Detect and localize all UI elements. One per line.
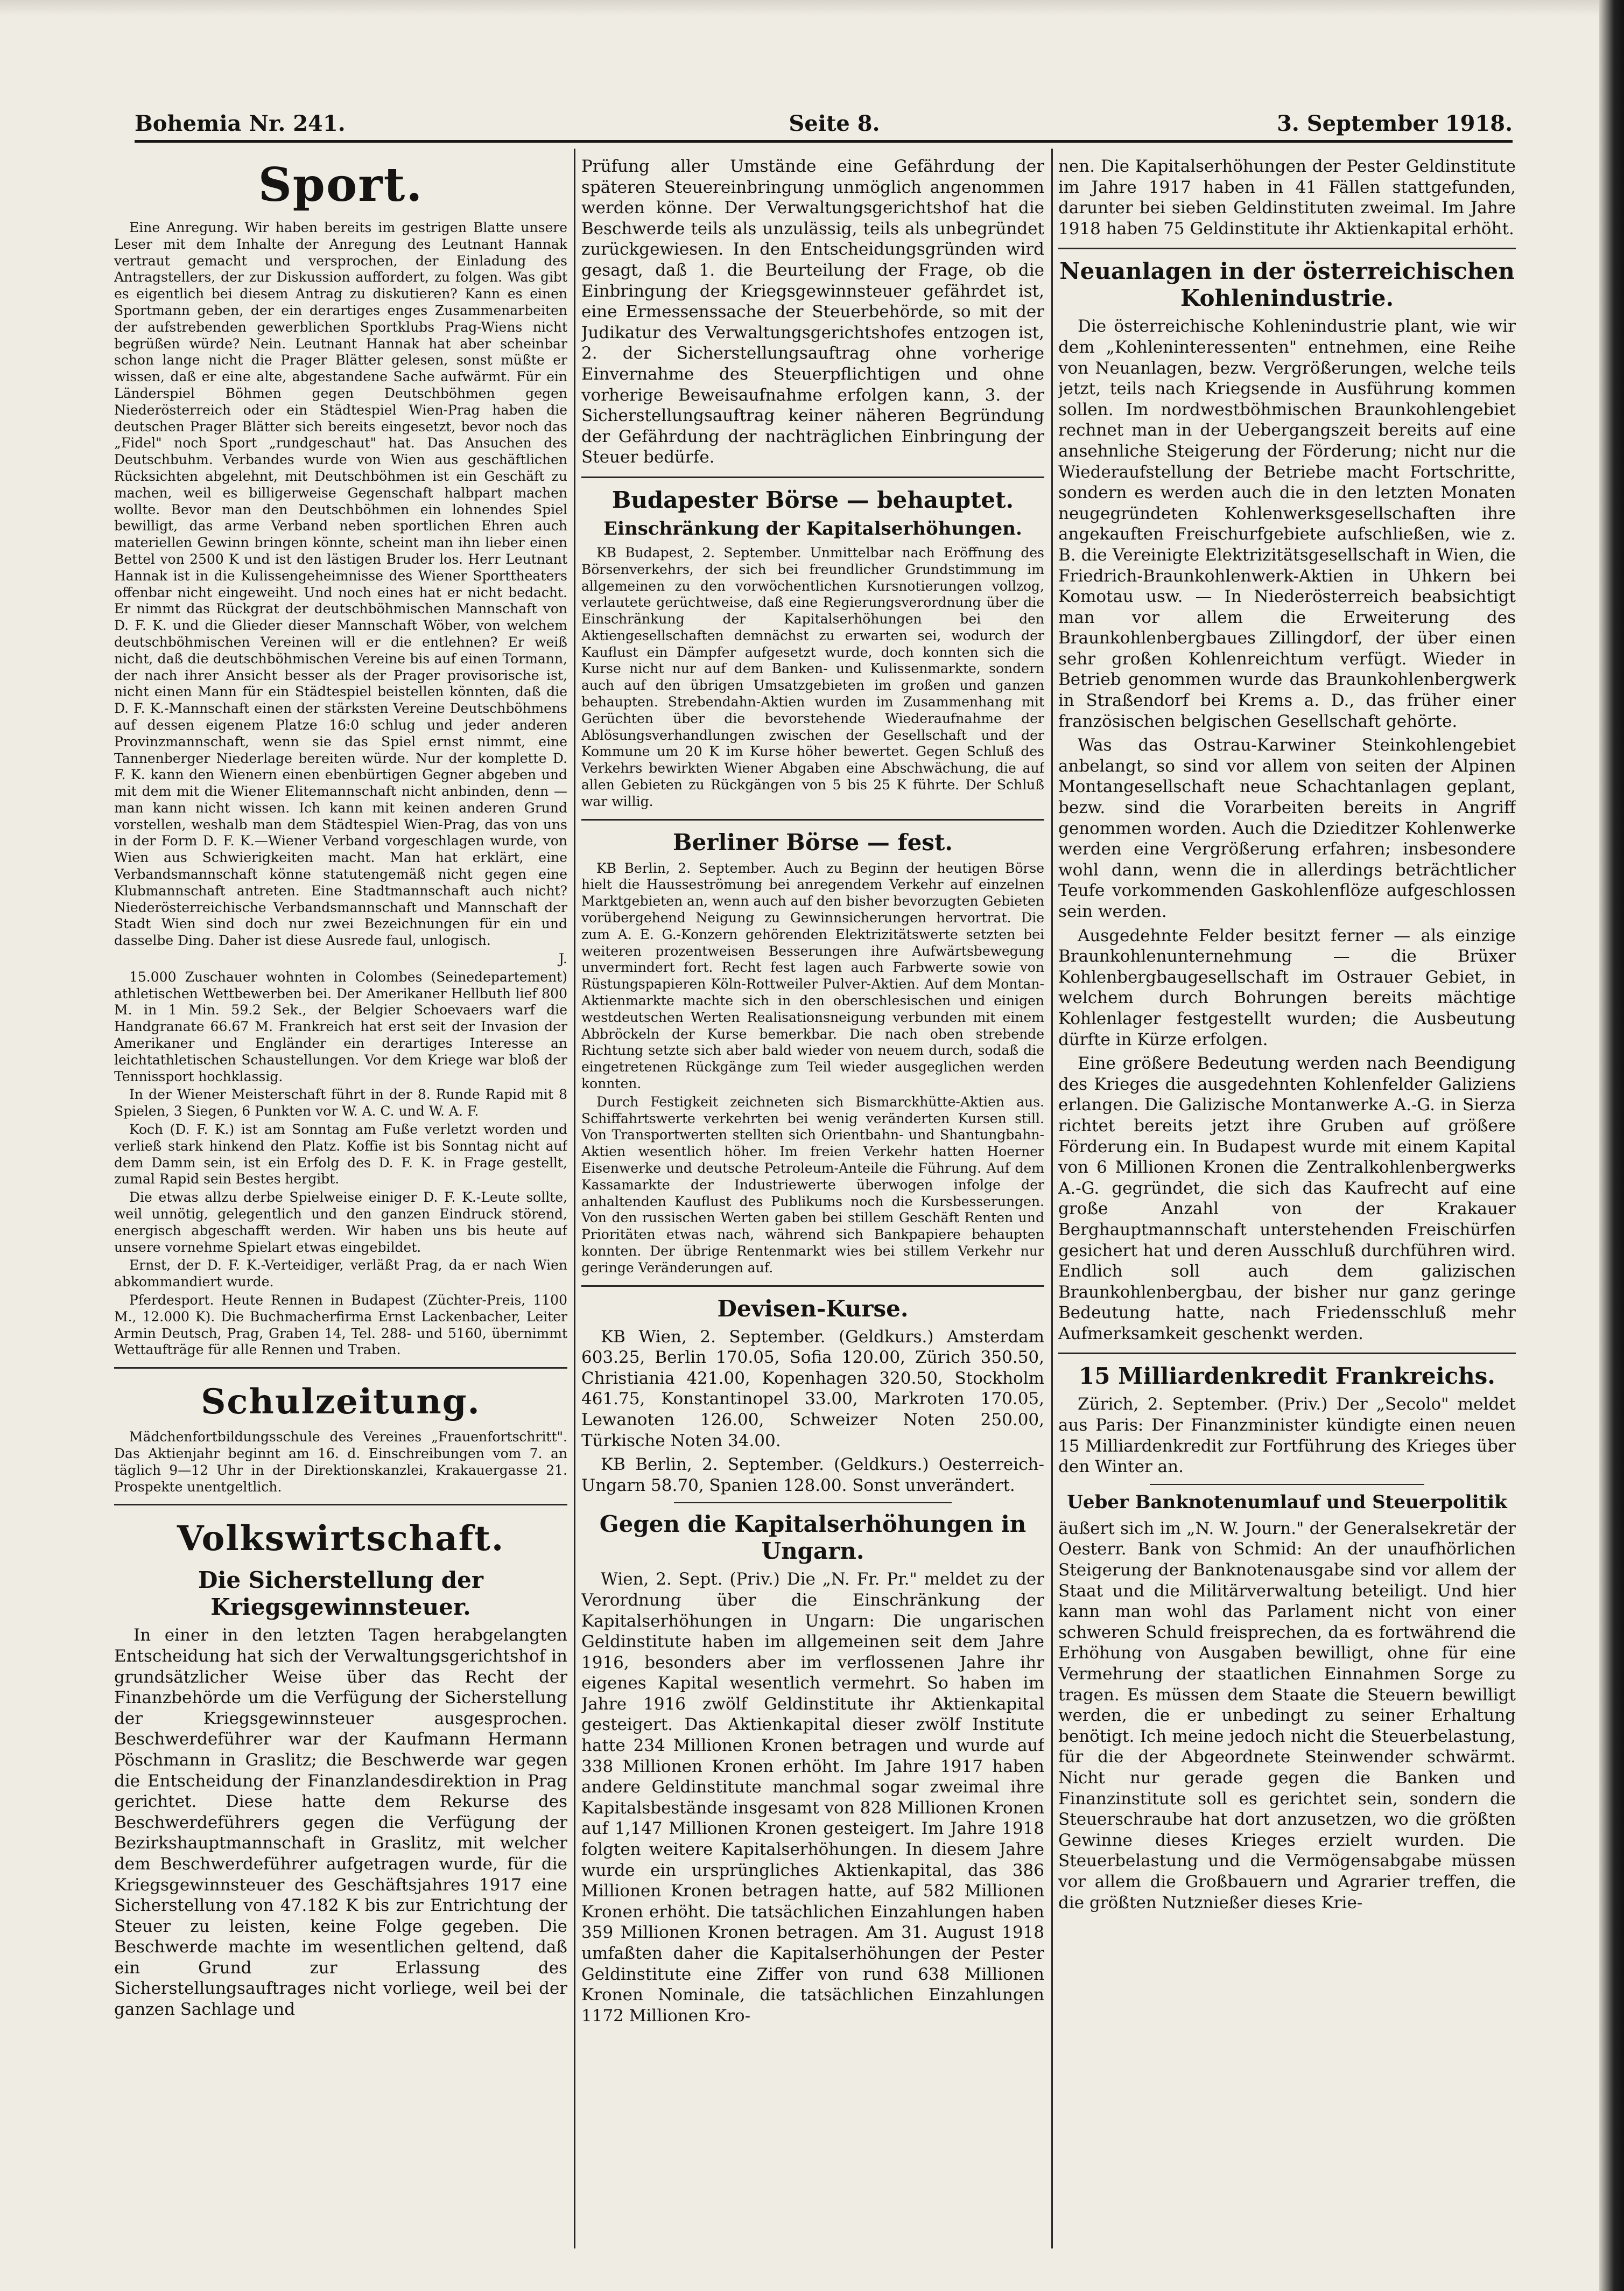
berlin-section bbox=[581, 860, 1044, 1277]
issue-date: 3. September 1918. bbox=[1277, 111, 1513, 136]
column-1 bbox=[114, 156, 567, 2245]
economy-article-headline: Die Sicherstellung der Kriegsgewinnsteuer. bbox=[198, 1567, 483, 1621]
scan-edge-top bbox=[0, 0, 1624, 16]
section-divider bbox=[114, 1504, 567, 1505]
kohlen-paragraph: Die österreichische Kohlenindustrie plant, wie wir dem „Kohleninteressenten" entnehmen, eine Reihe von Neuanlagen, bezw. Vergrößerungen, welche teils jetzt, teils nach Kriegsende in Ausführung kommen sollen. Im nordwestböhmischen Braunkohlengebiet rechnet man in der Uebergangszeit bereits auf eine ansehnliche Steigerung der Förderung; nicht nur die Wiederaufstellung der Betriebe macht Fortschritte, sondern es werden auch die in den letzten Monaten neugegründeten Kohlenwerksgesellschaften ihre angekauften Freischurfgebiete aufschließen, wie z. B. die Vereinigte Elektrizitätsgesellschaft in Wien, die Friedrich-Braunkohlenwerk-Aktien in Uhkern bei Komotau usw. — In Niederösterreich beabsichtigt man vor allem die Erweiterung des Braunkohlenbergbaues Zillingdorf, der über einen sehr großen Kohlenreichtum verfügt. Wieder in Betrieb genommen wurde das Braunkohlenbergwerk in Straßendorf bei Krems a. D., das früher einer französischen belgischen Gesellschaft gehörte. bbox=[1058, 317, 1516, 731]
berlin-headline: Berliner Börse — fest. bbox=[673, 829, 953, 856]
sport-paragraph: 15.000 Zuschauer wohnten in Colombes (Seinedepartement) athletischen Wettbewerben bei. Der Amerikaner Hellbuth lief 800 M. in 1 Min. 59.2 Sek., der Belgier Schoevaers warf die Handgranate 66.67 M. Frankreich hat erst seit der Invasion der Amerikaner und Engländer ein derartiges Interesse an leichtathletischen Schaustellungen. Vor dem Kriege war bloß der Tennissport hochklassig. bbox=[114, 969, 567, 1084]
devisen-paragraph: KB Berlin, 2. September. (Geldkurs.) Oesterreich-Ungarn 58.70, Spanien 128.00. Sonst unverändert. bbox=[581, 1455, 1044, 1495]
bank-paragraph: äußert sich im „N. W. Journ." der Generalsekretär der Oesterr. Bank von Schmid: An der unaufhörlichen Steigerung der Banknotenausgabe sind vor allem der Staat und die Militärverwaltung beteiligt. Und hier kann man wohl das Parlament nicht von einer schweren Schuld freisprechen, da es fortwährend die Erhöhung von Ausgaben bewilligt, ohne für eine Vermehrung der staatlichen Einnahmen Sorge zu tragen. Es müssen dem Staate die Steuern bewilligt werden, die er unbedingt zu seiner Erhaltung benötigt. Ich meine jedoch nicht die Steuerbelastung, für die der Abgeordnete Steinwender schwärmt. Nicht nur gerade gegen die Banken und Finanzinstitute soll es gerichtet sein, sondern die Steuerschraube hat dort anzusetzen, wo die größten Gewinne dieses Krieges erzielt wurden. Die Steuerbelastung und die Vermögensabgabe müssen vor allem die Großbauern und Agrarier treffen, die die größten Nutznießer dieses Krie- bbox=[1058, 1518, 1516, 1912]
bank-headline: Ueber Banknotenumlauf und Steuerpolitik bbox=[1067, 1491, 1507, 1513]
section-divider bbox=[674, 1502, 952, 1503]
sport-paragraph: Die etwas allzu derbe Spielweise einiger D. F. K.-Leute sollte, weil unnötig, gelegentlich und den ganzen Eindruck störend, energisch abgeschafft werden. Wir haben uns bis heute auf unsere vornehme Spielart etwas eingebildet. bbox=[114, 1189, 567, 1255]
ungarn-paragraph-continued: nen. Die Kapitalserhöhungen der Pester Geldinstitute im Jahre 1917 haben in 41 Fällen stattgefunden, darunter bei sieben Geldinstituten zweimal. Im Jahre 1918 haben 75 Geldinstitute ihr Aktienkapital erhöht. bbox=[1058, 157, 1516, 239]
paper-name: Bohemia Nr. 241. bbox=[135, 111, 346, 136]
kohlen-paragraph: Eine größere Bedeutung werden nach Beendigung des Krieges die ausgedehnten Kohlenfelder Galiziens erlangen. Die Galizische Montanwerke A.-G. in Sierza richtet bereits jetzt ihre Gruben auf größere Förderung ein. In Budapest wurde mit einem Kapital von 6 Millionen Kronen die Zentralkohlenbergwerks A.-G. gegründet, die sich das Kaufrecht auf eine große Anzahl von der Krakauer Berghauptmannschaft unterstehenden Freischürfen gesichert hat und deren Ausschluß durchführen wird. Endlich soll auch dem galizischen Braunkohlenbergbau, der bisher nur ganz geringe Bedeutung hatte, nach Friedensschluß mehr Aufmerksamkeit geschenkt werden. bbox=[1058, 1054, 1516, 1343]
section-divider bbox=[581, 819, 1044, 821]
column-3 bbox=[1058, 156, 1516, 2245]
section-divider bbox=[1150, 1484, 1424, 1485]
section-divider bbox=[581, 1285, 1044, 1287]
budapest-subheadline: Einschränkung der Kapitalserhöhungen. bbox=[603, 517, 1022, 540]
ungarn-paragraph: Wien, 2. Sept. (Priv.) Die „N. Fr. Pr." meldet zu der Verordnung über die Einschränkung der Kapitalserhöhungen in Ungarn: Die ungarischen Geldinstitute haben im allgemeinen seit dem Jahre 1916, besonders aber im verflossenen Jahre ihr eigenes Kapital wesentlich vermehrt. So haben im Jahre 1916 zwölf Geldinstitute ihr Aktienkapital gesteigert. Das Aktienkapital dieser zwölf Institute hatte 234 Millionen Kronen betragen und wurde auf 338 Millionen Kronen erhöht. Im Jahre 1917 haben andere Geldinstitute manchmal sogar zweimal ihre Kapitalsbestände insgesamt von 828 Millionen Kronen auf 1,147 Millionen Kronen gesteigert. Im Jahre 1918 folgten weitere Kapitalserhöhungen. In diesem Jahre wurde ein ursprüngliches Aktienkapital, das 386 Millionen Kronen betragen hatte, auf 582 Millionen Kronen erhöht. Die tatsächlichen Einzahlungen haben 359 Millionen Kronen betragen. Am 31. August 1918 umfaßten daher die Kapitalserhöhungen der Pester Geldinstitute eine Ziffer von rund 638 Millionen Kronen Nominale, die tatsächlichen Einzahlungen 1172 Millionen Kro- bbox=[581, 1570, 1044, 2026]
kohlen-paragraph: Ausgedehnte Felder besitzt ferner — als einzige Braunkohlenunternehmung — die Brüxer Kohlenbergbaugesellschaft im Ostrauer Gebiet, in welchem durch Bohrungen bereits mächtige Kohlenlager festgestellt wurden; die Ausbeutung dürfte in Kürze erfolgen. bbox=[1058, 926, 1516, 1049]
kohlen-headline: Neuanlagen in der österreichischen Kohlenindustrie. bbox=[1059, 258, 1515, 312]
sport-section bbox=[114, 220, 567, 1358]
sport-paragraph: Pferdesport. Heute Rennen in Budapest (Züchter-Preis, 1100 M., 12.000 K). Die Buchmacherfirma Ernst Lackenbacher, Leiter Armin Deutsch, Prag, Graben 14, Tel. 288- und 5160, übernimmt Wettaufträge für alle Rennen und Traben. bbox=[114, 1292, 567, 1358]
column-rule-2 bbox=[1051, 149, 1053, 2248]
section-divider bbox=[581, 477, 1044, 478]
masthead-rule bbox=[135, 140, 1513, 143]
budapest-paragraph: KB Budapest, 2. September. Unmittelbar nach Eröffnung des Börsenverkehrs, der sich bei freundlicher Grundstimmung im allgemeinen zu den vorwöchentlichen Kursnotierungen vollzog, verlautete gerüchtweise, daß eine Regierungsverordnung über die Einschränkung der Kapitalserhöhungen bei den Aktiengesellschaften demnächst zu erwarten sei, wodurch der Kauflust ein Dämpfer aufgesetzt wurde, doch konnten sich die Kurse nicht nur auf dem Banken- und Kulissenmarkte, sondern auch auf den übrigen Umsatzgebieten im großen und ganzen behaupten. Strebendahn-Aktien wurden im Zusammenhang mit Gerüchten über die bevorstehende Wiederaufnahme der Ablösungsverhandlungen zwischen der Gesellschaft und der Kommune um 20 K im Kurse höher bewertet. Gegen Schluß des Verkehrs bewirkten Wiener Abgaben eine Abschwächung, die auf allen Gebieten zu Rückgängen von 5 bis 25 K führte. Der Schluß war willig. bbox=[581, 544, 1044, 809]
sport-title: Sport. bbox=[258, 158, 424, 212]
economy-paragraph: In einer in den letzten Tagen herabgelangten Entscheidung hat sich der Verwaltungsgerichtshof in grundsätzlicher Weise über das Recht der Finanzbehörde um die Verfügung der Sicherstellung der Kriegsgewinnsteuer ausgesprochen. Beschwerdeführer war der Kaufmann Hermann Pöschmann in Graslitz; die Beschwerde war gegen die Entscheidung der Finanzlandesdirektion in Prag gerichtet. Diese hatte dem Rekurse des Beschwerdeführers gegen die Verfügung der Bezirkshauptmannschaft in Graslitz, mit welcher dem Beschwerdeführer aufgetragen wurde, für die Kriegsgewinnsteuer des Geschäftsjahres 1917 eine Sicherstellung von 47.182 K bis zur Entrichtung der Steuer zu leisten, keine Folge gegeben. Die Beschwerde machte im wesentlichen geltend, daß ein Grund zur Erlassung des Sicherstellungsauftrages nicht vorliege, weil bei der ganzen Sachlage und bbox=[114, 1626, 567, 2020]
school-paragraph: Mädchenfortbildungsschule des Vereines „Frauenfortschritt". Das Aktienjahr beginnt am 16. d. Einschreibungen vom 7. an täglich 9—12 Uhr in der Direktionskanzlei, Krakauergasse 21. Prospekte unentgeltlich. bbox=[114, 1429, 567, 1495]
kredit-paragraph: Zürich, 2. September. (Priv.) Der „Secolo" meldet aus Paris: Der Finanzminister kündigte einen neuen 15 Milliardenkredit zur Fortführung des Krieges über den Winter an. bbox=[1058, 1395, 1516, 1477]
sport-signature: J. bbox=[558, 951, 567, 967]
sport-paragraph: Eine Anregung. Wir haben bereits im gestrigen Blatte unsere Leser mit dem Inhalte der Anregung des Leutnant Hannak vertraut gemacht und versprochen, der Einladung des Antragstellers, der zur Diskussion auffordert, zu folgen. Was gibt es eigentlich bei diesem Antrag zu diskutieren? Kann es einen Sportmann geben, der ein derartiges enges Zusammenarbeiten der aufstrebenden gewerblichen Sportklubs Prag-Wiens nicht begrüßen würde? Nein. Leutnant Hannak hat aber scheinbar schon lange nicht die Prager Blätter gelesen, sonst müßte er wissen, daß er eine alte, abgestandene Sache aufwärmt. Für ein Länderspiel Böhmen gegen Deutschböhmen gegen Niederösterreich oder ein Städtespiel Wien-Prag haben die deutschen Prager Blätter sich bereits eingesetzt, bevor noch das „Fidel" noch Sport „rundgeschaut" hat. Das Ansuchen des Deutschbuhm. Verbandes wurde von Wien aus geschäftlichen Rücksichten abgelehnt, mit Deutschböhmen ist ein Geschäft zu machen, weil es billigerweise Gegenschaft halbpart machen wollte. Bevor man den Deutschböhmen ein lohnendes Spiel bewilligt, das arme Verband neben sportlichen Ehren auch materiellen Gewinn bringen könnte, scheint man ihn lieber einen Bettel von 2500 K und ist den lästigen Bruder los. Herr Leutnant Hannak ist in die Kulissengeheimnisse des Wiener Sporttheaters offenbar nicht eingeweiht. Und noch eines hat er nicht bedacht. Er nimmt das Rückgrat der deutschböhmischen Mannschaft von D. F. K. und die Glieder dieser Mannschaft Wöber, von welchem deutschböhmischen Vereinen will er die entlehnen? Er weiß nicht, daß die deutschböhmischen Vereine bis auf einen Tormann, der nach ihrer Ansicht besser als der Prager provisorische ist, nicht einen Mann für ein Städtespiel beistellen könnten, daß die D. F. K.-Mannschaft einen der stärksten Vereine Deutschböhmens auf dessen eigenem Platze 16:0 schlug und jeder anderen Provinzmannschaft, wenn sie das Spiel ernst nimmt, eine Tannenberger Niederlage bereiten würde. Nur der komplette D. F. K. kann den Wienern einen ebenbürtigen Gegner abgeben und mit dem mit die Wiener Elitemannschaft nicht anbinden, denn — man kann nicht wissen. Ich kann mit keinen anderen Grund vorstellen, weshalb man dem Städtespiel Wien-Prag, das von uns in der Form D. F. K.—Wiener Verband vorgeschlagen wurde, von Wien aus Schwierigkeiten macht. Man hat erklärt, eine Verbandsmannschaft könne statutengemäß nicht gegen eine Klubmannschaft antreten. Eine Stadtmannschaft auch nicht? Niederösterreichische Verbandsmannschaft und Mannschaft der Stadt Wien sind doch nur zwei Bezeichnungen für ein und dasselbe Ding. Daher ist diese Ausrede faul, unlogisch. bbox=[114, 220, 567, 949]
school-section bbox=[114, 1429, 567, 1495]
berlin-paragraph: Durch Festigkeit zeichneten sich Bismarckhütte-Aktien aus. Schiffahrtswerte verkehrten bei wenig veränderten Kursen still. Von Transportwerten stellten sich Orientbahn- und Shantungbahn-Aktien wesentlich höher. Im freien Verkehr hatten Hoerner Eisenwerke und deutsche Petroleum-Anteile die Führung. Auf dem Kassamarkte der Industriewerte überwogen infolge der anhaltenden Kauflust des Publikums noch die Kursbesserungen. Von den russischen Werten gaben bei stillem Geschäft Renten und Prioritäten etwas nach, während sich Bankpapiere behaupten konnten. Der übrige Rentenmarkt wies bei stillem Verkehr nur geringe Veränderungen auf. bbox=[581, 1094, 1044, 1276]
section-divider bbox=[1058, 1353, 1516, 1354]
budapest-headline: Budapester Börse — behauptet. bbox=[611, 486, 1014, 513]
economy-paragraph-continued: Prüfung aller Umstände eine Gefährdung der späteren Steuereinbringung unmöglich angenommen werden könne. Der Verwaltungsgerichtshof hat die Beschwerde teils als unzulässig, teils als unbegründet zurückgewiesen. In den Entscheidungsgründen wird gesagt, daß 1. die Beurteilung der Frage, ob die Einbringung der Kriegsgewinnsteuer gefährdet ist, eine Ermessenssache der Steuerbehörde, so mit der Judikatur des Verwaltungsgerichtshofes entzogen ist, 2. der Sicherstellungsauftrag ohne vorherige Einvernahme des Steuerpflichtigen und ohne vorherige Beweisaufnahme erfolgen kann, 3. der Sicherstellungsauftrag keiner näheren Begründung der Gefährdung der nachträglichen Einbringung der Steuer bedürfe. bbox=[581, 157, 1044, 467]
school-title: Schulzeitung. bbox=[201, 1382, 481, 1423]
ungarn-headline: Gegen die Kapitalserhöhungen in Ungarn. bbox=[599, 1511, 1027, 1565]
section-divider bbox=[1058, 248, 1516, 249]
sport-paragraph: Ernst, der D. F. K.-Verteidiger, verläßt Prag, da er nach Wien abkommandiert wurde. bbox=[114, 1257, 567, 1290]
devisen-headline: Devisen-Kurse. bbox=[717, 1295, 909, 1322]
devisen-paragraph: KB Wien, 2. September. (Geldkurs.) Amsterdam 603.25, Berlin 170.05, Sofia 120.00, Zürich 350.50, Christiania 421.00, Kopenhagen 320.50, Stockholm 461.75, Konstantinopel 33.00, Markroten 170.05, Lewanoten 126.00, Schweizer Noten 250.00, Türkische Noten 34.00. bbox=[581, 1327, 1044, 1451]
berlin-paragraph: KB Berlin, 2. September. Auch zu Beginn der heutigen Börse hielt die Hausseströmung bei anregendem Verkehr auf einzelnen Marktgebieten an, wenn auch auf den bisher bevorzugten Gebieten vorübergehend Neigung zu Gewinnsicherungen hervortrat. Die zum A. E. G.-Konzern gehörenden Elektrizitätswerte setzten bei weiteren prozentweisen Besserungen ihre Aufwärtsbewegung unvermindert fort. Recht fest lagen auch Farbwerte sowie von Rüstungspapieren Köln-Rottweiler Pulver-Aktien. Auf dem Montan-Aktienmarkte machte sich in den oberschlesischen und einigen westdeutschen Werten Realisationsneigung verbunden mit einem Abbröckeln der Kurse bemerkbar. Die nach oben strebende Richtung setzte sich aber bald wieder von neuem durch, sodaß die eingetretenen Rückgänge zum Teil wieder ausgeglichen werden konnten. bbox=[581, 860, 1044, 1092]
column-rule-1 bbox=[574, 149, 575, 2248]
scan-edge-right bbox=[1599, 0, 1624, 2291]
sport-paragraph: Koch (D. F. K.) ist am Sonntag am Fuße verletzt worden und verließ stark hinkend den Platz. Koffie ist bis Sonntag nicht auf dem Damm sein, ist ein Erfolg des D. F. K. in Frage gestellt, zumal Rapid sein Bestes hergibt. bbox=[114, 1122, 567, 1187]
kohlen-paragraph: Was das Ostrau-Karwiner Steinkohlengebiet anbelangt, so sind vor allem von seiten der Alpinen Montangesellschaft neue Schachtanlagen geplant, bezw. sind die Vorarbeiten bereits in Angriff genommen worden. Auch die Dzieditzer Kohlenwerke werden eine Vergrößerung erfahren; insbesondere wohl dann, wenn die in allerdings beträchtlicher Teufe vorkommenden Gaskohlenflöze aufgeschlossen sein werden. bbox=[1058, 735, 1516, 921]
section-divider bbox=[114, 1367, 567, 1369]
page-number: Seite 8. bbox=[789, 111, 880, 136]
budapest-section bbox=[581, 545, 1044, 810]
masthead bbox=[135, 111, 1513, 142]
sport-paragraph: In der Wiener Meisterschaft führt in der 8. Runde Rapid mit 8 Spielen, 3 Siegen, 6 Punkten vor W. A. C. und W. A. F. bbox=[114, 1087, 567, 1119]
economy-title: Volkswirtschaft. bbox=[177, 1518, 505, 1559]
kredit-headline: 15 Milliardenkredit Frankreichs. bbox=[1079, 1363, 1495, 1390]
column-2 bbox=[581, 156, 1044, 2245]
